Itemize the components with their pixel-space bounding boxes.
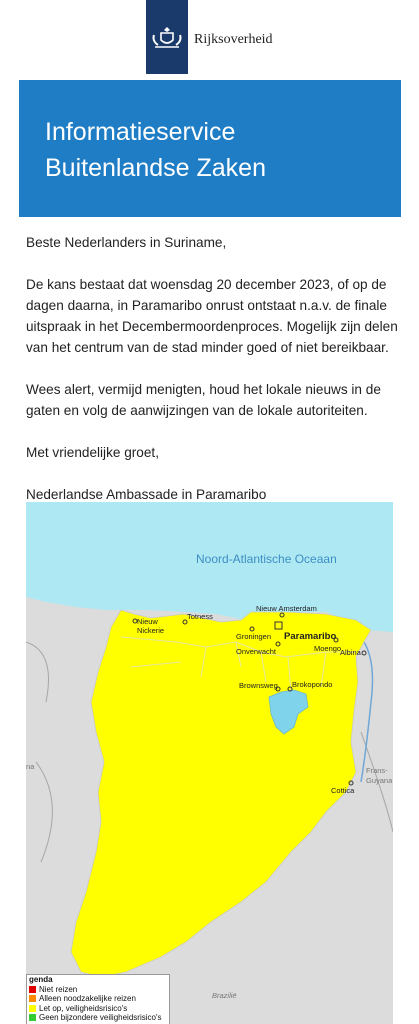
legend-title: genda	[29, 975, 53, 984]
legend-label: Let op, veiligheidsrisico's	[39, 1003, 128, 1013]
legend-swatch-yellow	[29, 1005, 36, 1012]
map-legend	[26, 974, 170, 1024]
label-albina: Albina	[340, 648, 361, 657]
label-frans-guyana-2: Guyana	[366, 776, 393, 785]
label-paramaribo: Paramaribo	[284, 631, 337, 642]
paragraph-warning: De kans bestaat dat woensdag 20 december 2023, of op de dagen daarna, in Paramaribo onrust ontstaat n.a.v. de finale uitspraak in het Decembermoordenproces. Mogelijk zijn delen van het centrum van de stad minder goed of niet bereikbaar.	[26, 277, 398, 355]
site-header	[0, 0, 419, 78]
label-totness: Totness	[187, 612, 213, 621]
travel-advice-map	[26, 502, 393, 1024]
legend-label: Alleen noodzakelijke reizen	[39, 994, 136, 1003]
label-nieuw-amsterdam: Nieuw Amsterdam	[256, 604, 317, 613]
legend-swatch-green	[29, 1014, 36, 1021]
map-svg	[26, 502, 393, 1024]
label-nieuw-nickerie-2: Nickerie	[137, 626, 165, 635]
legend-swatch-red	[29, 986, 36, 993]
legend-swatch-orange	[29, 995, 36, 1002]
message-body	[26, 232, 401, 526]
legend-item	[27, 1013, 169, 1023]
logo-text: Rijksoverheid	[194, 32, 273, 47]
greeting: Beste Nederlanders in Suriname,	[26, 235, 227, 250]
label-west: na	[26, 762, 35, 771]
ocean-label: Noord-Atlantische Oceaan	[196, 552, 337, 566]
label-brownsweg: Brownsweg	[239, 681, 278, 690]
legend-item	[27, 994, 169, 1004]
legend-item	[27, 985, 169, 995]
label-brokopondo: Brokopondo	[292, 680, 333, 689]
label-frans-guyana-1: Frans-	[366, 766, 388, 775]
closing: Met vriendelijke groet,	[26, 445, 159, 460]
legend-label: Niet reizen	[39, 984, 78, 994]
label-brazilie: Brazilië	[212, 991, 237, 1000]
label-groningen: Groningen	[236, 632, 272, 641]
rijksoverheid-logo	[146, 0, 188, 74]
banner-title-line2: Buitenlandse Zaken	[45, 154, 266, 182]
legend-label: Geen bijzondere veiligheidsrisico's	[39, 1013, 162, 1022]
banner-title	[45, 114, 266, 186]
signature: Nederlandse Ambassade in Paramaribo	[26, 487, 267, 502]
label-onverwacht: Onverwacht	[236, 647, 277, 656]
banner-title-line1: Informatieservice	[45, 118, 236, 146]
label-moengo: Moengo	[314, 644, 342, 653]
coat-of-arms-icon	[151, 26, 183, 50]
header-banner	[19, 80, 401, 217]
label-cottica: Cottica	[331, 786, 355, 795]
label-nieuw-nickerie-1: Nieuw	[137, 617, 158, 626]
paragraph-advice: Wees alert, vermijd menigten, houd het lokale nieuws in de gaten en volg de aanwijzingen van de lokale autoriteiten.	[26, 382, 381, 418]
legend-item	[27, 1004, 169, 1014]
